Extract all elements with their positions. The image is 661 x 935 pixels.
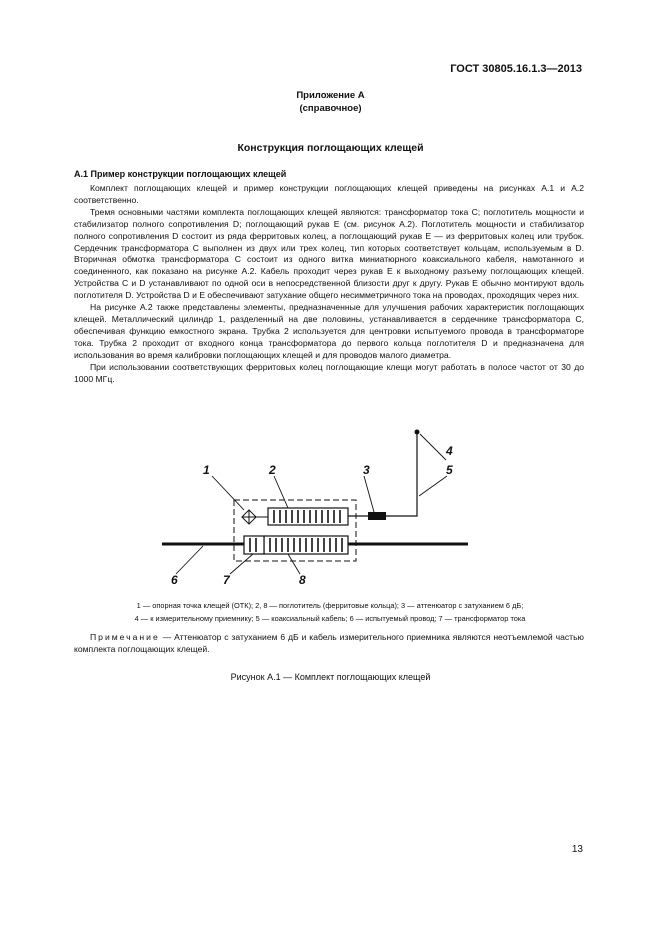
label-8: 8 [299,573,306,587]
body-text [74,183,584,385]
note-text: — Аттенюатор с затуханием 6 дБ и кабель измерительного приемника являются неотъемлемой частью комплекта поглощающих клещей. [74,632,584,654]
subsection-title: А.1 Пример конструкции поглощающих клещей [74,169,287,179]
label-2: 2 [269,463,276,477]
coax-cable-2 [386,432,417,516]
figure-a1-diagram [0,420,661,595]
section-title: Конструкция поглощающих клещей [237,142,424,154]
figure-key-line-2: 4 — к измерительному приемнику; 5 — коаксиальный кабель; 6 — испытуемый провод; 7 — трансформатор тока [134,614,526,623]
standard-number: ГОСТ 30805.16.1.3—2013 [450,63,582,75]
attenuator [368,512,386,520]
paragraph-4: При использовании соответствующих ферритовых колец поглощающие клещи могут работать в полосе частот от 30 до 1000 МГц. [74,361,584,384]
figure-note [74,632,584,656]
figure-title: Рисунок А.1 — Комплект поглощающих клещей [230,672,431,682]
annex-title: Приложение А [296,90,365,101]
label-7: 7 [223,573,230,587]
page-number: 13 [571,844,583,855]
label-6: 6 [171,573,178,587]
receiver-terminal [415,430,420,435]
label-5: 5 [446,463,453,477]
label-4: 4 [446,444,453,458]
note-label: Примечание [90,632,160,642]
paragraph-1: Комплект поглощающих клещей и пример конструкции поглощающих клещей приведены на рисунках А.1 и А.2 соответственно. [74,183,584,205]
label-3: 3 [363,463,370,477]
paragraph-2: Тремя основными частями комплекта поглощающих клещей являются: трансформатор тока C; поглотитель мощности и стабилизатор полного сопротивления D; поглощающий рукав E (см. рисунок А.2). Поглотитель мощности и стабилизатор полного сопротивления D состоит из ряда ферритовых колец, а поглощающий рукав E — из ферритовых колец или трубок. Сердечник трансформатора C выполнен из двух или трех колец, тип которых соответствует кольцам, используемым в D. Вторичная обмотка трансформатора C состоит из одного витка миниатюрного коаксиального кабеля, намотанного и соединенного, как показано на рисунке А.2. Кабель проходит через рукав E к выходному разъему поглощающих клещей. Устройства C и D устанавливают по одной оси в непосредственной близости друг к другу. Рукав E обычно монтируют вдоль поглотителя D. Устройства D и E обеспечивают затухание общего несимметричного тока на проводах, проходящих через них. [74,206,584,301]
paragraph-3: На рисунке А.2 также представлены элементы, предназначенные для улучшения рабочих характеристик поглощающих клещей. Металлический цилиндр 1, разделенный на две половины, устанавливается в сердечнике трансформатора C, обеспечивая функцию емкостного экрана. Трубка 2 используется для центровки испытуемого провода в трансформаторе тока. Трубка 2 проходит от входного конца трансформатора до первого кольца поглотителя D и предназначена для использования во время калибровки поглощающих клещей и для проводов малого диаметра. [74,302,584,360]
annex-subtitle: (справочное) [299,103,362,114]
figure-key-line-1: 1 — опорная точка клещей (ОТК); 2, 8 — поглотитель (ферритовые кольца); 3 — аттенюатор с затуханием 6 дБ; [136,601,524,610]
label-1: 1 [203,463,210,477]
current-transformer [244,536,264,554]
